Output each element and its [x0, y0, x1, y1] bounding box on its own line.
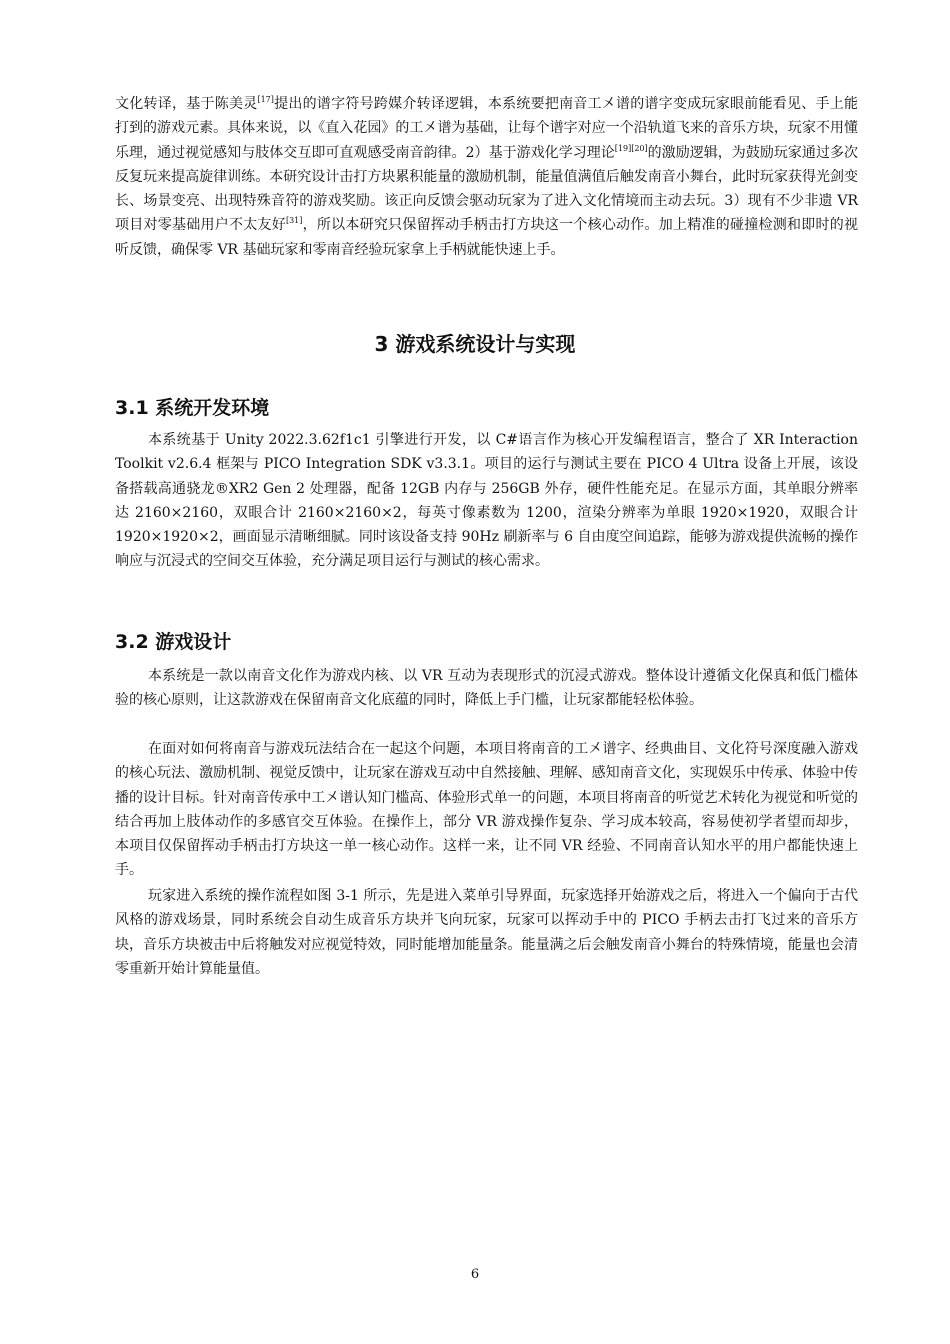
intro-text-1: 文化转译，基于陈美灵: [115, 96, 258, 112]
section-3-2-paragraph-3: 玩家进入系统的操作流程如图 3-1 所示，先是进入菜单引导界面，玩家选择开始游戏之后，将进入一个偏向于古代风格的游戏场景，同时系统会自动生成音乐方块并飞向玩家，玩家可以挥动手中的 PICO 手柄去击打飞过来的音乐方块，音乐方块被击中后将触发对应视觉特效，同时能增加能量条。能量满之后会触发南音小舞台的特殊情境，能量也会清零重新开始计算能量值。: [115, 888, 858, 977]
intro-text-2: 提出的谱字符号跨媒介转译逻辑，本系统要把南音工㐅谱的谱字变成玩家眼前能看见、手上能打到的游戏元素。具体来说，以《直入花园》的工㐅谱为基础，让每个谱字对应一个沿轨道飞来的音乐方块，玩家不用懂乐理，通过视觉感知与肢体交互即可直观感受南音韵律。2）基于游戏化学习理论: [115, 96, 858, 161]
citation-17: [17]: [257, 95, 274, 104]
chapter-title: 3 游戏系统设计与实现: [374, 332, 576, 356]
intro-text-3: 的激励逻辑，为鼓励玩家通过多次反复玩来提高旋律训练。本研究设计击打方块累积能量的激励机制，能量值满值后触发南音小舞台，此时玩家获得光剑变长、场景变亮、出现特殊音符的游戏奖励。该正向反馈会驱动玩家为了进入文化情境而主动去玩。3）现有不少非遗 VR 项目对零基础用户不太友好: [115, 144, 859, 234]
section-3-2-heading: 3.2 游戏设计: [115, 631, 232, 653]
intro-paragraph: [115, 92, 858, 262]
citation-19-20: [19][20]: [614, 143, 648, 153]
intro-text-4: ，所以本研究只保留挥动手柄击打方块这一个核心动作。加上精准的碰撞检测和即时的视听反馈，确保零 VR 基础玩家和零南音经验玩家拿上手柄就能快速上手。: [115, 217, 859, 258]
section-3-1-heading: 3.1 系统开发环境: [115, 397, 270, 419]
page-number: 6: [470, 1267, 480, 1282]
section-3-2-paragraph-1: 本系统是一款以南音文化作为游戏内核、以 VR 互动为表现形式的沉浸式游戏。整体设计遵循文化保真和低门槛体验的核心原则，让这款游戏在保留南音文化底蕴的同时，降低上手门槛，让玩家都能轻松体验。: [115, 668, 858, 709]
section-3-1-paragraph: 本系统基于 Unity 2022.3.62f1c1 引擎进行开发，以 C#语言作为核心开发编程语言，整合了 XR Interaction Toolkit v2.6.4 框架与 PICO Integration SDK v3.3.1。项目的运行与测试主要在 PICO 4 Ultra 设备上开展，该设备搭载高通骁龙®XR2 Gen 2 处理器，配备 12GB 内存与 256GB 外存，硬件性能充足。在显示方面，其单眼分辨率达 2160×2160，双眼合计 2160×2160×2，每英寸像素数为 1200，渲染分辨率为单眼 1920×1920，双眼合计 1920×1920×2，画面显示清晰细腻。同时该设备支持 90Hz 刷新率与 6 自由度空间追踪，能够为游戏提供流畅的操作响应与沉浸式的空间交互体验，充分满足项目运行与测试的核心需求。: [115, 432, 858, 570]
section-3-2-paragraph-2: 在面对如何将南音与游戏玩法结合在一起这个问题，本项目将南音的工㐅谱字、经典曲目、文化符号深度融入游戏的核心玩法、激励机制、视觉反馈中，让玩家在游戏互动中自然接触、理解、感知南音文化，实现娱乐中传承、体验中传播的设计目标。针对南音传承中工㐅谱认知门槛高、体验形式单一的问题，本项目将南音的听觉艺术转化为视觉和听觉的结合再加上肢体动作的多感官交互体验。在操作上，部分 VR 游戏操作复杂、学习成本较高，容易使初学者望而却步，本项目仅保留挥动手柄击打方块这一单一核心动作。这样一来，让不同 VR 经验、不同南音认知水平的用户都能快速上手。: [115, 741, 858, 879]
citation-31: [31]: [285, 216, 303, 226]
